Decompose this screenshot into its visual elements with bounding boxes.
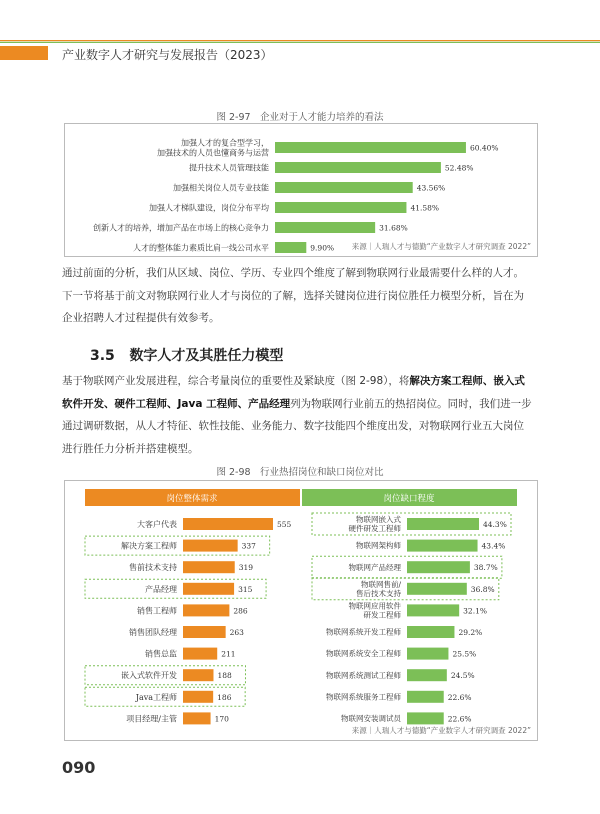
fig98-right-category-label: 物联网嵌入式硬件研发工程师 bbox=[348, 515, 401, 534]
fig97-value-label: 43.56% bbox=[416, 183, 446, 193]
fig97-category-label: 提升技术人员管理技能 bbox=[189, 163, 269, 173]
figure-98-chart bbox=[65, 481, 537, 740]
fig98-left-value-label: 555 bbox=[277, 520, 292, 529]
fig98-right-category-label: 物联网系统服务工程师 bbox=[326, 692, 401, 702]
fig98-left-value-label: 211 bbox=[221, 649, 236, 659]
running-header: 产业数字人才研究与发展报告（2023） bbox=[62, 48, 273, 62]
fig98-left-value-label: 286 bbox=[233, 606, 248, 616]
fig98-right-value-label: 24.5% bbox=[450, 671, 475, 681]
fig98-left-bar bbox=[183, 561, 235, 573]
paragraph-text-2: 列为物联网行业前五的热招岗位。同时，我们进一步通过调研数据，从人才特征、软性技能、业务能力、数字技能四个维度出发，对物联网行业五大岗位进行胜任力分析并搭建模型。 bbox=[62, 397, 532, 455]
fig98-right-value-label: 43.4% bbox=[481, 541, 506, 551]
header-accent-bar bbox=[0, 46, 48, 60]
fig98-right-bar bbox=[407, 540, 478, 552]
fig98-right-bar bbox=[407, 518, 479, 530]
fig97-value-label: 60.40% bbox=[469, 143, 499, 153]
fig97-category-label: 加强相关岗位人员专业技能 bbox=[173, 183, 269, 193]
fig97-bar bbox=[275, 242, 306, 253]
fig98-left-value-label: 170 bbox=[214, 714, 229, 724]
fig98-right-value-label: 22.6% bbox=[447, 692, 472, 702]
fig98-right-category-label: 物联网售前/售后技术支持 bbox=[356, 579, 401, 598]
fig98-left-bar bbox=[183, 626, 226, 638]
fig98-left-bar bbox=[183, 540, 238, 552]
fig98-right-value-label: 36.8% bbox=[470, 584, 495, 594]
fig97-value-label: 31.68% bbox=[379, 223, 408, 233]
fig98-left-header: 岗位整体需求 bbox=[166, 494, 218, 504]
fig97-category-label: 加强人才的复合型学习，加强技术的人员也懂商务与运营 bbox=[157, 138, 269, 158]
fig98-right-bar bbox=[407, 561, 470, 573]
fig98-left-category-label: 售前技术支持 bbox=[129, 563, 177, 573]
figure-98-source: 来源｜人瑞人才与德勤“产业数字人才研究调查 2022” bbox=[351, 726, 531, 735]
fig97-category-label: 人才的整体能力素质比肩一线公司水平 bbox=[133, 243, 269, 253]
fig98-left-category-label: Java工程师 bbox=[135, 692, 177, 702]
fig97-category-label: 加强人才梯队建设，岗位分布平均 bbox=[149, 203, 269, 213]
fig98-right-category-label: 物联网系统安全工程师 bbox=[326, 649, 401, 659]
fig98-left-bar bbox=[183, 691, 213, 703]
paragraph-hot-positions bbox=[62, 370, 532, 460]
fig98-right-category-label: 物联网系统开发工程师 bbox=[326, 627, 401, 637]
fig97-bar bbox=[275, 182, 413, 193]
fig98-left-category-label: 产品经理 bbox=[145, 584, 177, 594]
figure-97-caption: 图 2-97 企业对于人才能力培养的看法 bbox=[216, 112, 384, 123]
fig98-right-bar bbox=[407, 669, 447, 681]
fig97-category-label: 创新人才的培养，增加产品在市场上的核心竞争力 bbox=[93, 223, 269, 233]
fig97-value-label: 9.90% bbox=[310, 243, 335, 253]
fig98-left-bar bbox=[183, 518, 273, 530]
fig98-right-bar bbox=[407, 583, 467, 595]
fig98-left-bar bbox=[183, 648, 217, 660]
fig98-left-value-label: 186 bbox=[217, 692, 232, 702]
fig98-left-category-label: 销售总监 bbox=[145, 649, 177, 659]
fig98-right-value-label: 44.3% bbox=[483, 520, 507, 529]
fig98-left-bar bbox=[183, 604, 229, 616]
fig98-left-bar bbox=[183, 712, 211, 724]
fig98-left-category-label: 解决方案工程师 bbox=[121, 541, 177, 551]
fig98-left-value-label: 319 bbox=[238, 563, 254, 573]
fig97-bar bbox=[275, 202, 406, 213]
section-heading bbox=[90, 345, 283, 365]
fig98-left-category-label: 销售工程师 bbox=[137, 606, 177, 616]
fig97-value-label: 52.48% bbox=[444, 163, 474, 173]
fig98-right-header: 岗位缺口程度 bbox=[383, 494, 435, 504]
section-title: 数字人才及其胜任力模型 bbox=[129, 348, 284, 364]
figure-97-chart bbox=[65, 124, 537, 256]
fig98-left-category-label: 嵌入式软件开发 bbox=[121, 671, 177, 681]
figure-97-source: 来源｜人瑞人才与德勤“产业数字人才研究调查 2022” bbox=[351, 242, 531, 251]
fig98-right-value-label: 22.6% bbox=[447, 714, 472, 724]
fig98-right-value-label: 25.5% bbox=[452, 649, 477, 659]
section-number: 3.5 bbox=[90, 348, 115, 364]
fig97-value-label: 41.58% bbox=[410, 203, 440, 213]
header-stripe bbox=[0, 40, 600, 43]
figure-97-frame bbox=[64, 123, 538, 257]
fig98-left-value-label: 315 bbox=[238, 584, 253, 594]
fig98-left-value-label: 337 bbox=[241, 541, 256, 551]
paragraph-analysis-summary: 通过前面的分析，我们从区域、岗位、学历、专业四个维度了解到物联网行业最需要什么样的人才。下一节将基于前文对物联网行业人才与岗位的了解，选择关键岗位进行岗位胜任力模型分析，旨在为企业招聘人才过程提供有效参考。 bbox=[62, 267, 524, 324]
fig98-left-bar bbox=[183, 583, 234, 595]
fig98-right-bar bbox=[407, 626, 454, 638]
fig98-right-category-label: 物联网架构师 bbox=[356, 541, 401, 551]
fig98-right-value-label: 38.7% bbox=[473, 563, 498, 573]
fig97-bar bbox=[275, 142, 466, 153]
fig98-right-category-label: 物联网安装调试员 bbox=[341, 714, 401, 724]
fig98-right-value-label: 32.1% bbox=[463, 606, 487, 616]
fig98-left-value-label: 263 bbox=[229, 628, 244, 637]
paragraph-bold-positions: 解决方案工程师、嵌入式软件开发、硬件工程师、Java 工程师、产品经理 bbox=[62, 375, 525, 410]
fig98-right-value-label: 29.2% bbox=[458, 628, 483, 637]
fig98-left-value-label: 188 bbox=[217, 671, 232, 681]
fig98-right-bar bbox=[407, 604, 459, 616]
fig97-bar bbox=[275, 162, 441, 173]
page-number: 090 bbox=[62, 758, 96, 777]
figure-98-frame bbox=[64, 480, 538, 741]
fig98-right-category-label: 物联网系统测试工程师 bbox=[326, 670, 401, 680]
fig98-left-category-label: 项目经理/主管 bbox=[126, 714, 177, 724]
fig97-bar bbox=[275, 222, 375, 233]
fig98-right-category-label: 物联网产品经理 bbox=[348, 562, 401, 572]
fig98-left-category-label: 销售团队经理 bbox=[129, 628, 177, 637]
fig98-right-bar bbox=[407, 648, 448, 660]
fig98-left-category-label: 大客户代表 bbox=[137, 520, 177, 529]
fig98-right-category-label: 物联网应用软件研发工程师 bbox=[348, 601, 401, 620]
figure-98-caption: 图 2-98 行业热招岗位和缺口岗位对比 bbox=[216, 467, 384, 478]
fig98-left-bar bbox=[183, 669, 213, 681]
paragraph-text-1: 基于物联网产业发展进程，综合考量岗位的重要性及紧缺度（图 2-98），将 bbox=[62, 375, 410, 387]
fig98-right-bar bbox=[407, 712, 444, 724]
fig98-right-bar bbox=[407, 691, 444, 703]
